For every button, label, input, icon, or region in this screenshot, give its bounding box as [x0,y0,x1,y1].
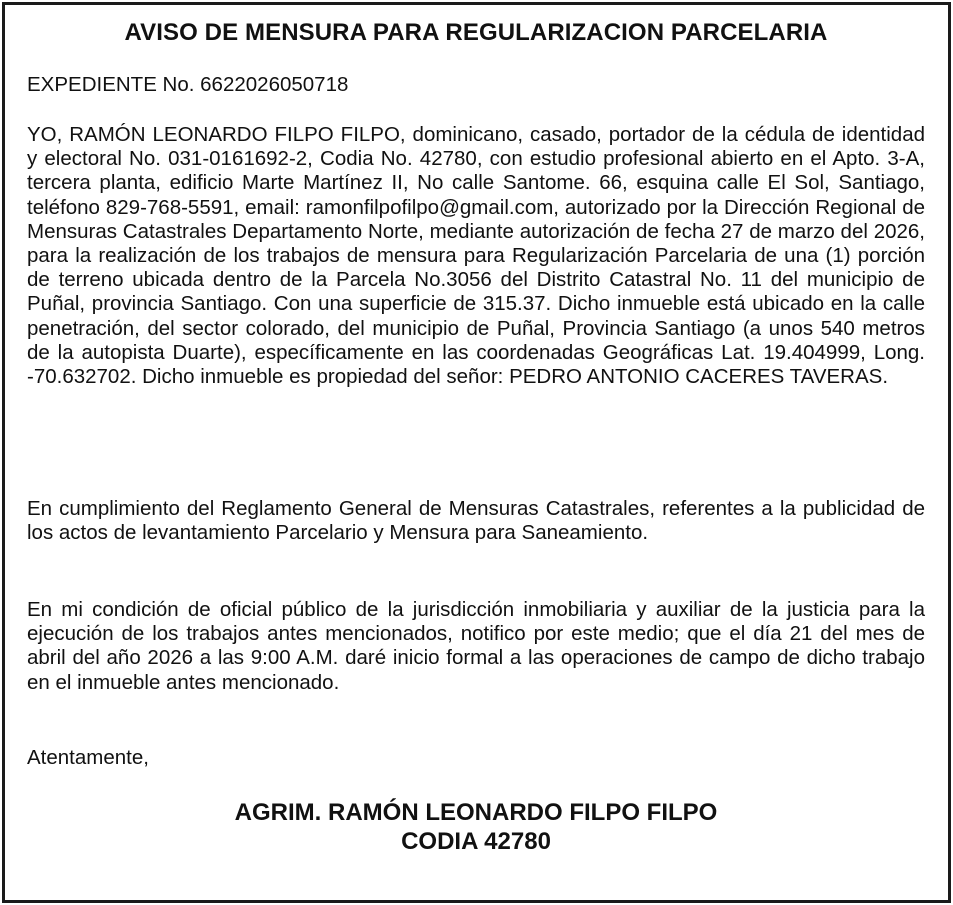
signature-block [27,798,925,856]
paragraph-declaration: YO, RAMÓN LEONARDO FILPO FILPO, dominicano, casado, portador de la cédula de identidad y electoral No. 031-0161692-2, Codia No. 42780, con estudio profesional abierto en el Apto. 3-A, tercera planta, edificio Marte Martínez II, No calle Santome. 66, esquina calle El Sol, Santiago, teléfono 829-768-5591, email: ramonfilpofilpo@gmail.com, autorizado por la Dirección Regional de Mensuras Catastrales Departamento Norte, mediante autorización de fecha 27 de marzo del 2026, para la realización de los trabajos de mensura para Regularización Parcelaria de una (1) porción de terreno ubicada dentro de la Parcela No.3056 del Distrito Catastral No. 11 del municipio de Puñal, provincia Santiago. Con una superficie de 315.37. Dicho inmueble está ubicado en la calle penetración, del sector colorado, del municipio de Puñal, Provincia Santiago (a unos 540 metros de la autopista Duarte), específicamente en las coordenadas Geográficas Lat. 19.404999, Long. -70.632702. Dicho inmueble es propiedad del señor: PEDRO ANTONIO CACERES TAVERAS. [27,123,925,389]
notice-title: AVISO DE MENSURA PARA REGULARIZACION PARCELARIA [124,19,828,46]
closing-salutation: Atentamente, [27,746,149,769]
signature-name: AGRIM. RAMÓN LEONARDO FILPO FILPO [234,799,718,826]
expediente-number: EXPEDIENTE No. 6622026050718 [27,73,349,96]
paragraph-regulation: En cumplimiento del Reglamento General de Mensuras Catastrales, referentes a la publicidad de los actos de levantamiento Parcelario y Mensura para Saneamiento. [27,497,925,545]
signature-codia: CODIA 42780 [401,828,551,855]
notice-frame [2,2,951,903]
paragraph-notification: En mi condición de oficial público de la jurisdicción inmobiliaria y auxiliar de la justicia para la ejecución de los trabajos antes mencionados, notifico por este medio; que el día 21 del mes de abril del año 2026 a las 9:00 A.M. daré inicio formal a las operaciones de campo de dicho trabajo en el inmueble antes mencionado. [27,598,925,694]
